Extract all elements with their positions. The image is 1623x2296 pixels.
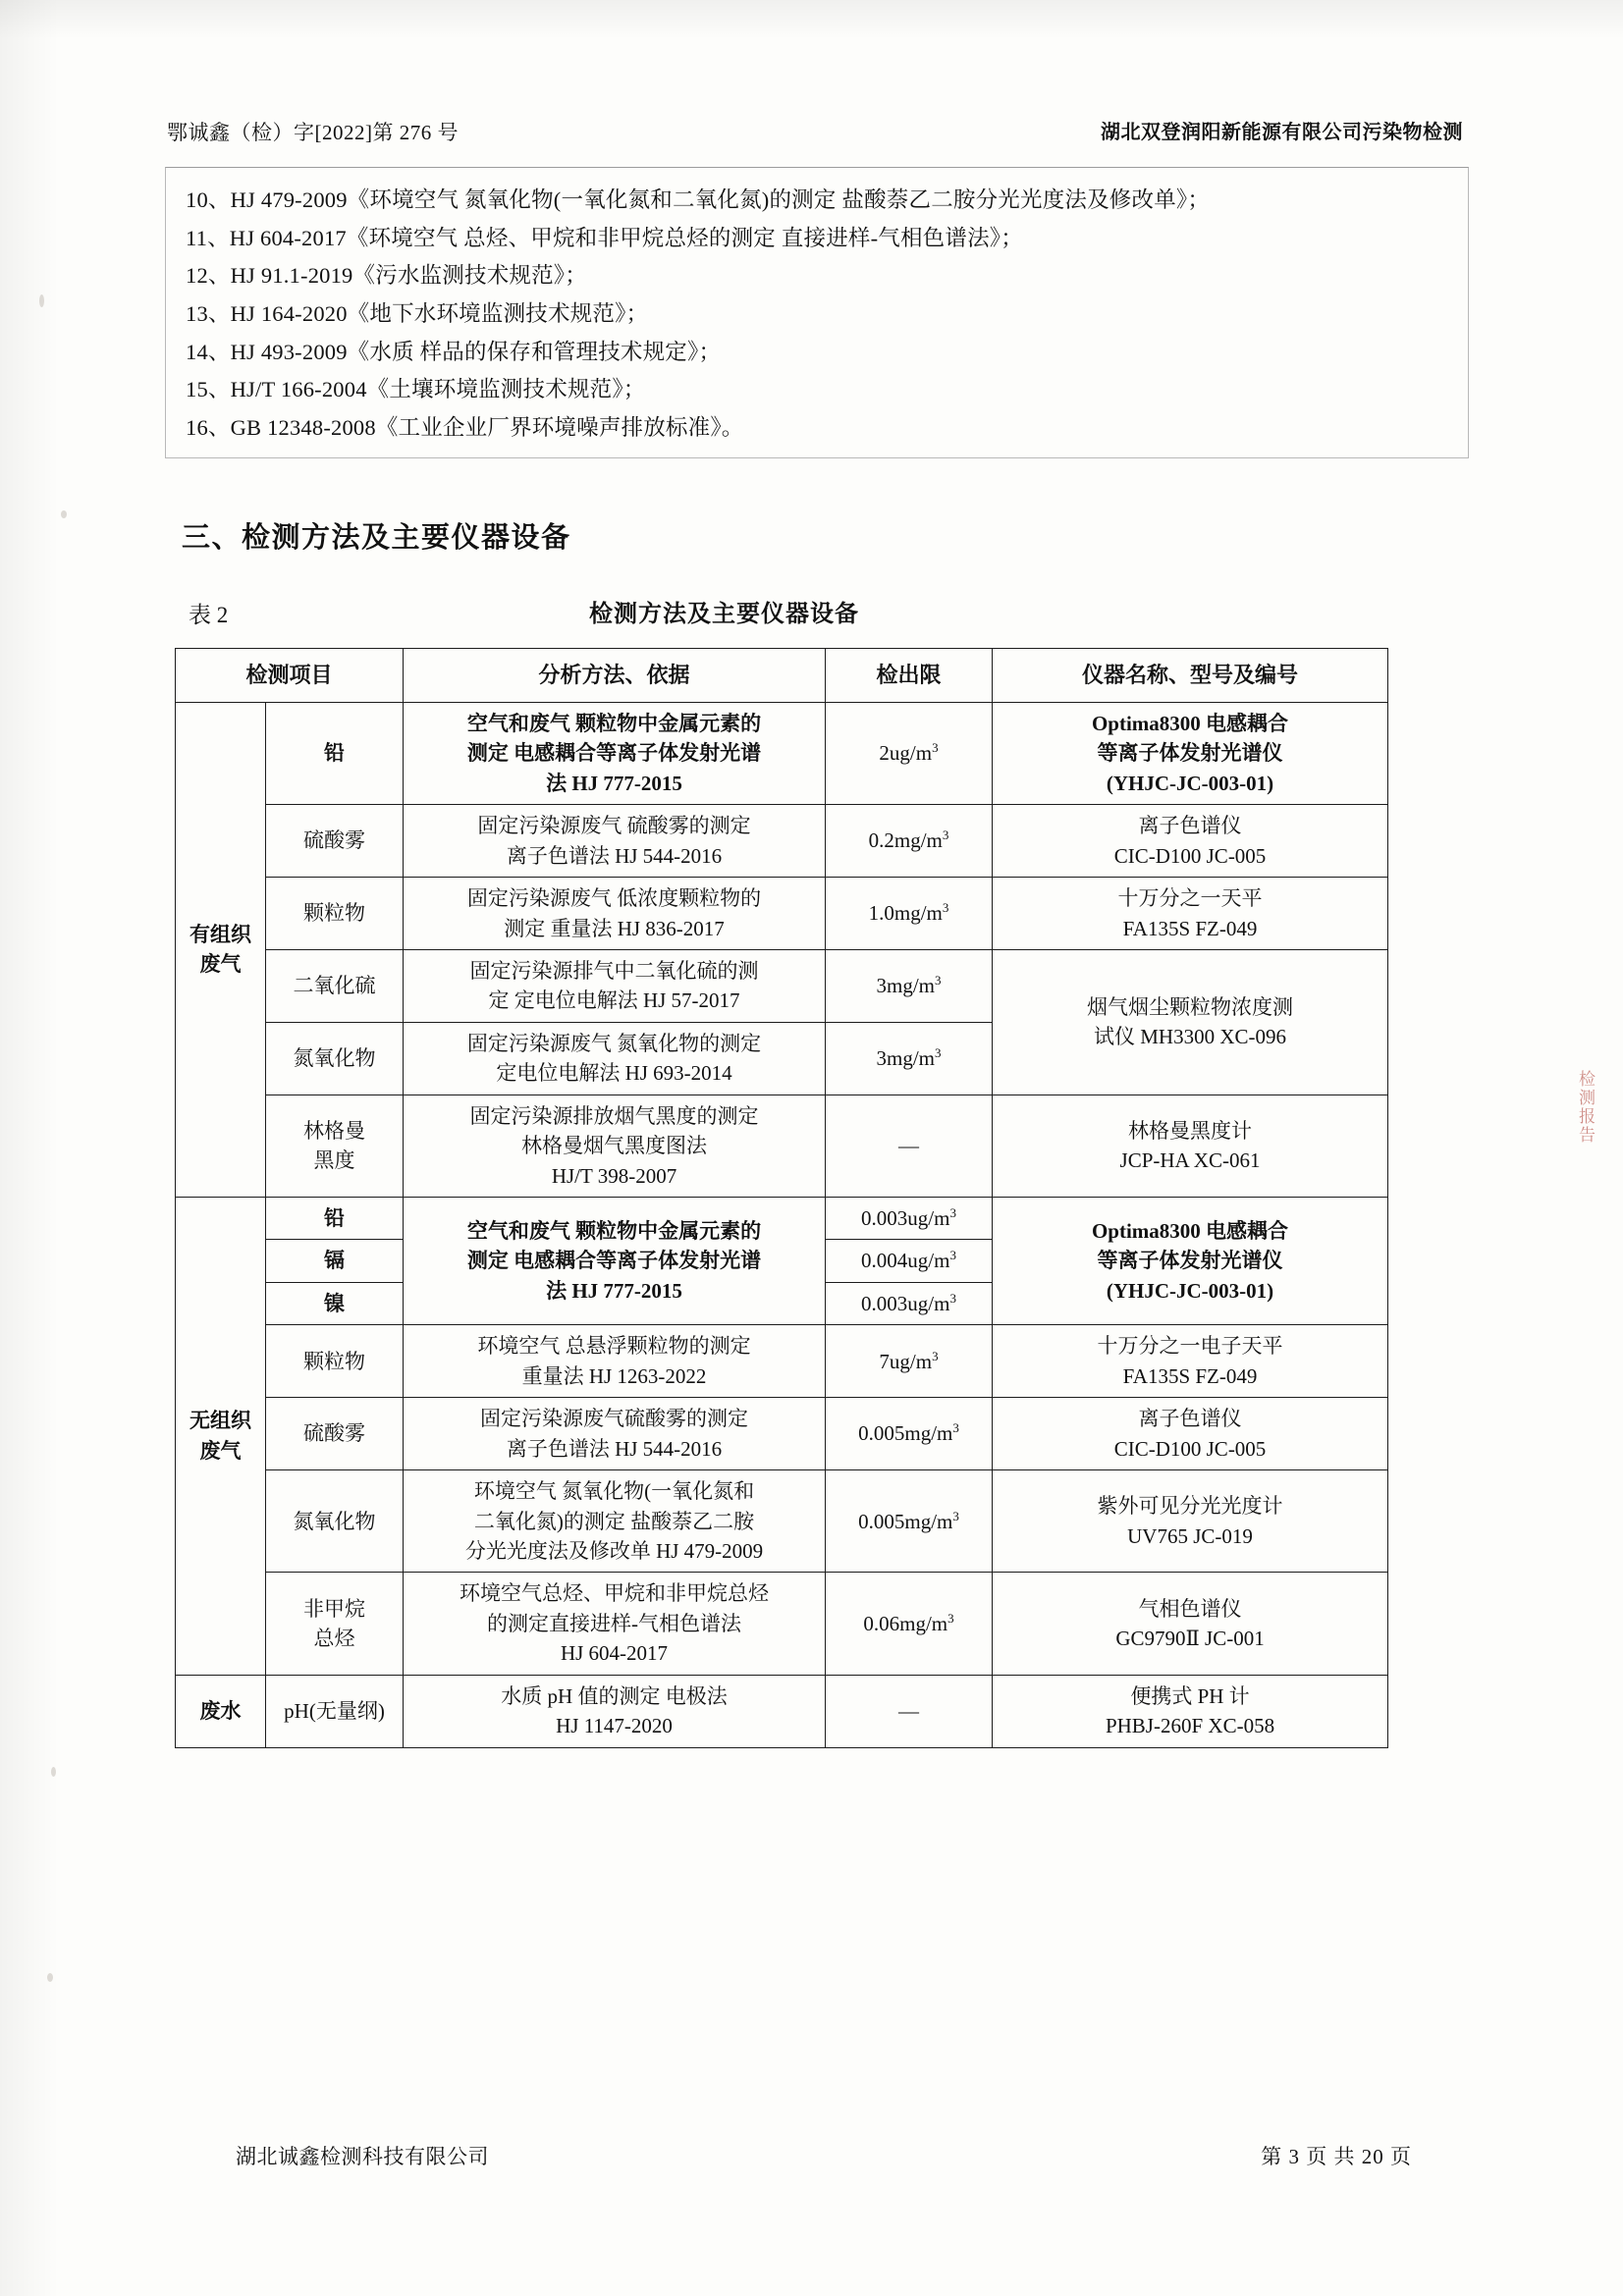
col-header-item: 检测项目 bbox=[176, 649, 404, 703]
item-name: 林格曼 黑度 bbox=[266, 1095, 404, 1197]
method-cell: 固定污染源废气 低浓度颗粒物的 测定 重量法 HJ 836-2017 bbox=[404, 878, 826, 950]
reference-standards-box bbox=[165, 167, 1469, 458]
methods-instruments-table bbox=[175, 648, 1388, 1748]
lod-cell: — bbox=[826, 1095, 993, 1197]
item-name: 氮氧化物 bbox=[266, 1470, 404, 1573]
method-cell: 固定污染源排气中二氧化硫的测 定 定电位电解法 HJ 57-2017 bbox=[404, 949, 826, 1022]
lod-cell: — bbox=[826, 1675, 993, 1747]
item-name: 非甲烷 总烃 bbox=[266, 1573, 404, 1675]
method-cell: 固定污染源废气硫酸雾的测定 离子色谱法 HJ 544-2016 bbox=[404, 1398, 826, 1470]
item-name: 硫酸雾 bbox=[266, 1398, 404, 1470]
item-name: 铅 bbox=[266, 702, 404, 804]
lod-cell: $1.0mg/m^3$ bbox=[826, 878, 993, 950]
col-header-lod: 检出限 bbox=[826, 649, 993, 703]
lod-cell: $0.005mg/m^3$ bbox=[826, 1398, 993, 1470]
instrument-cell: 紫外可见分光光度计 UV765 JC-019 bbox=[993, 1470, 1388, 1573]
reference-item: 16、GB 12348-2008《工业企业厂界环境噪声排放标准》。 bbox=[186, 415, 744, 441]
lod-cell: $0.005mg/m^3$ bbox=[826, 1470, 993, 1573]
footer-company: 湖北诚鑫检测科技有限公司 bbox=[236, 2145, 489, 2168]
section-heading: 三、检测方法及主要仪器设备 bbox=[182, 522, 571, 554]
reference-item: 13、HJ 164-2020《地下水环境监测技术规范》； bbox=[186, 301, 649, 327]
table-number: 表 2 bbox=[189, 603, 229, 627]
table-row bbox=[176, 949, 1388, 1022]
footer-page-number: 第 3 页 共 20 页 bbox=[1261, 2145, 1412, 2168]
item-name: 颗粒物 bbox=[266, 878, 404, 950]
document-number: 鄂诚鑫（检）字[2022]第 276 号 bbox=[167, 121, 459, 144]
instrument-cell: 十万分之一电子天平 FA135S FZ-049 bbox=[993, 1325, 1388, 1398]
item-name: pH(无量纲) bbox=[266, 1675, 404, 1747]
margin-annotation: 检测报告 bbox=[1576, 1070, 1595, 1145]
reference-item: 14、HJ 493-2009《水质 样品的保存和管理技术规定》； bbox=[186, 339, 722, 364]
lod-cell: $0.003ug/m^3$ bbox=[826, 1198, 993, 1240]
instrument-cell: 十万分之一天平 FA135S FZ-049 bbox=[993, 878, 1388, 950]
group-label-wastewater: 废水 bbox=[176, 1675, 266, 1747]
lod-cell: $0.004ug/m^3$ bbox=[826, 1240, 993, 1282]
method-cell: 固定污染源废气 硫酸雾的测定 离子色谱法 HJ 544-2016 bbox=[404, 805, 826, 878]
table-row bbox=[176, 1095, 1388, 1197]
instrument-cell: Optima8300 电感耦合 等离子体发射光谱仪 (YHJC-JC-003-01) bbox=[993, 702, 1388, 804]
instrument-cell: 烟气烟尘颗粒物浓度测 试仪 MH3300 XC-096 bbox=[993, 949, 1388, 1095]
reference-item: 15、HJ/T 166-2004《土壤环境监测技术规范》； bbox=[186, 377, 646, 402]
instrument-cell: 便携式 PH 计 PHBJ-260F XC-058 bbox=[993, 1675, 1388, 1747]
lod-cell: $0.06mg/m^3$ bbox=[826, 1573, 993, 1675]
lod-cell: $3mg/m^3$ bbox=[826, 1022, 993, 1095]
table-row bbox=[176, 1470, 1388, 1573]
group-label-organized-exhaust: 有组织 废气 bbox=[176, 702, 266, 1197]
table-row bbox=[176, 1325, 1388, 1398]
table-row bbox=[176, 1675, 1388, 1747]
item-name: 镉 bbox=[266, 1240, 404, 1282]
item-name: 二氧化硫 bbox=[266, 949, 404, 1022]
lod-cell: $3mg/m^3$ bbox=[826, 949, 993, 1022]
table-row bbox=[176, 702, 1388, 804]
lod-cell: $7ug/m^3$ bbox=[826, 1325, 993, 1398]
lod-cell: $2ug/m^3$ bbox=[826, 702, 993, 804]
item-name: 氮氧化物 bbox=[266, 1022, 404, 1095]
reference-item: 10、HJ 479-2009《环境空气 氮氧化物(一氧化氮和二氧化氮)的测定 盐酸萘乙二胺分光光度法及修改单》； bbox=[186, 187, 1211, 212]
item-name: 硫酸雾 bbox=[266, 805, 404, 878]
method-cell: 空气和废气 颗粒物中金属元素的 测定 电感耦合等离子体发射光谱 法 HJ 777-2015 bbox=[404, 702, 826, 804]
col-header-method: 分析方法、依据 bbox=[404, 649, 826, 703]
item-name: 镍 bbox=[266, 1282, 404, 1324]
table-row bbox=[176, 805, 1388, 878]
method-cell: 环境空气总烃、甲烷和非甲烷总烃 的测定直接进样-气相色谱法 HJ 604-2017 bbox=[404, 1573, 826, 1675]
project-title: 湖北双登润阳新能源有限公司污染物检测 bbox=[1101, 122, 1463, 143]
table-row bbox=[176, 878, 1388, 950]
lod-cell: $0.2mg/m^3$ bbox=[826, 805, 993, 878]
instrument-cell: 离子色谱仪 CIC-D100 JC-005 bbox=[993, 1398, 1388, 1470]
table-title: 检测方法及主要仪器设备 bbox=[589, 602, 859, 627]
method-cell: 环境空气 氮氧化物(一氧化氮和 二氧化氮)的测定 盐酸萘乙二胺 分光光度法及修改单 HJ 479-2009 bbox=[404, 1470, 826, 1573]
reference-item: 11、HJ 604-2017《环境空气 总烃、甲烷和非甲烷总烃的测定 直接进样-气相色谱法》； bbox=[186, 225, 1023, 250]
table-row bbox=[176, 1573, 1388, 1675]
method-cell: 空气和废气 颗粒物中金属元素的 测定 电感耦合等离子体发射光谱 法 HJ 777-2015 bbox=[404, 1198, 826, 1325]
instrument-cell: 气相色谱仪 GC9790Ⅱ JC-001 bbox=[993, 1573, 1388, 1675]
page-header bbox=[167, 116, 1463, 146]
item-name: 颗粒物 bbox=[266, 1325, 404, 1398]
method-cell: 固定污染源废气 氮氧化物的测定 定电位电解法 HJ 693-2014 bbox=[404, 1022, 826, 1095]
item-name: 铅 bbox=[266, 1198, 404, 1240]
instrument-cell: 离子色谱仪 CIC-D100 JC-005 bbox=[993, 805, 1388, 878]
lod-cell: $0.003ug/m^3$ bbox=[826, 1282, 993, 1324]
instrument-cell: Optima8300 电感耦合 等离子体发射光谱仪 (YHJC-JC-003-01) bbox=[993, 1198, 1388, 1325]
table-header-row bbox=[176, 649, 1388, 703]
method-cell: 环境空气 总悬浮颗粒物的测定 重量法 HJ 1263-2022 bbox=[404, 1325, 826, 1398]
table-row bbox=[176, 1198, 1388, 1240]
method-cell: 水质 pH 值的测定 电极法 HJ 1147-2020 bbox=[404, 1675, 826, 1747]
method-cell: 固定污染源排放烟气黑度的测定 林格曼烟气黑度图法 HJ/T 398-2007 bbox=[404, 1095, 826, 1197]
table-row bbox=[176, 1398, 1388, 1470]
col-header-instrument: 仪器名称、型号及编号 bbox=[993, 649, 1388, 703]
instrument-cell: 林格曼黑度计 JCP-HA XC-061 bbox=[993, 1095, 1388, 1197]
group-label-unorganized-exhaust: 无组织 废气 bbox=[176, 1198, 266, 1676]
reference-item: 12、HJ 91.1-2019《污水监测技术规范》； bbox=[186, 263, 587, 289]
